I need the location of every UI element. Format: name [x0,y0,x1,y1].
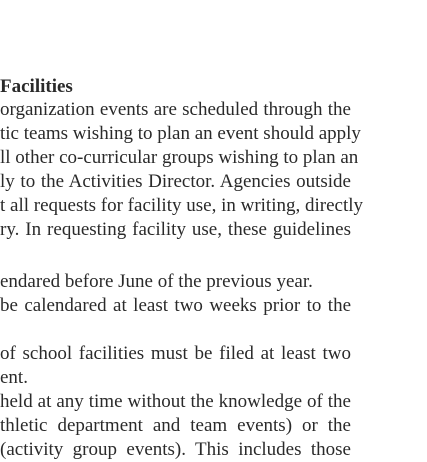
list-line: thletic department and team events) or the [0,415,351,436]
paragraph-line: organization events are scheduled through the [0,99,351,120]
list-line: of school facilities must be filed at least two [0,343,351,364]
paragraph-line: ll other co-curricular groups wishing to plan an [0,147,359,168]
section-heading: Facilities [0,76,73,97]
paragraph-line: ry. In requesting facility use, these guidelines [0,219,351,240]
paragraph-line: t all requests for facility use, in writing, directly [0,195,364,216]
list-line: held at any time without the knowledge of the [0,391,351,412]
list-line: endared before June of the previous year. [0,271,313,292]
list-line: ent. [0,367,28,388]
list-line: (activity group events). This includes those [0,439,351,460]
paragraph-line: tic teams wishing to plan an event should apply [0,123,361,144]
list-line: be calendared at least two weeks prior to the [0,295,351,316]
paragraph-line: ly to the Activities Director. Agencies outside [0,171,351,192]
